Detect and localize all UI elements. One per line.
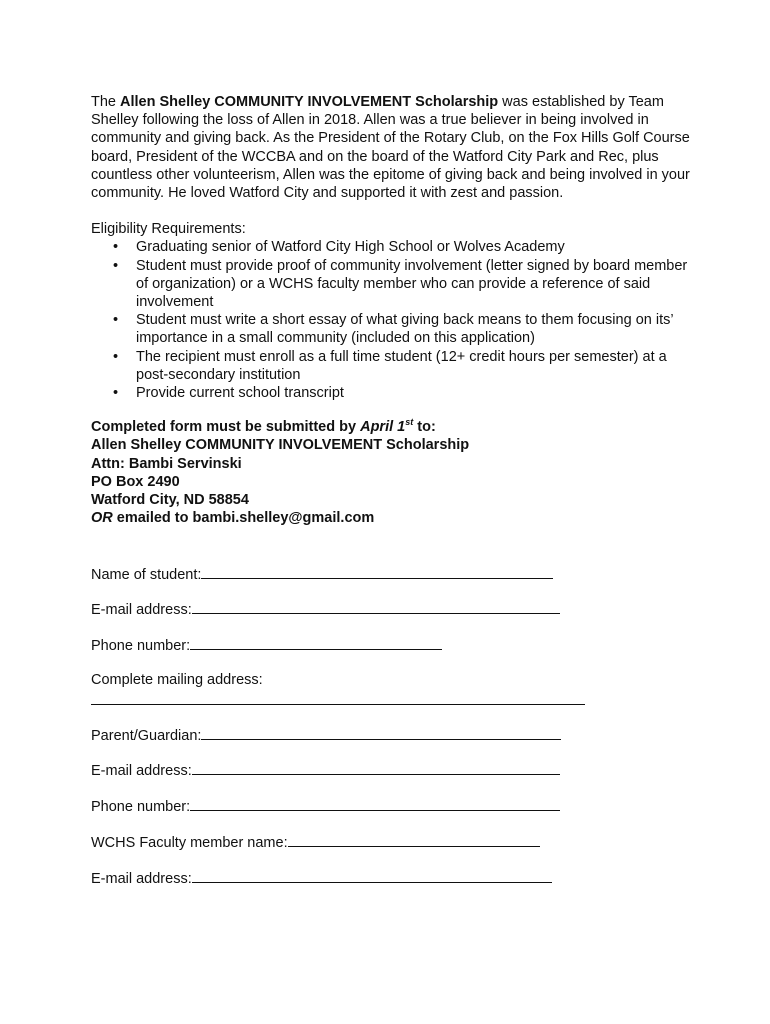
parent-phone-input-line[interactable] [190, 796, 560, 811]
submission-block [91, 418, 691, 527]
faculty-email-field[interactable] [91, 868, 552, 888]
eligibility-title: Eligibility Requirements: [91, 221, 246, 238]
scholarship-name: Allen Shelley COMMUNITY INVOLVEMENT Scholarship [120, 94, 499, 110]
submission-scholarship: Allen Shelley COMMUNITY INVOLVEMENT Scholarship [91, 437, 470, 454]
list-item: • Provide current school transcript [91, 384, 691, 402]
student-email-field[interactable] [91, 599, 560, 619]
list-item: • Student must write a short essay of what giving back means to them focusing on its’ importance in a small community (included on this application) [91, 311, 691, 347]
field-label: Complete mailing address: [91, 672, 263, 688]
field-label: E-mail address: [91, 871, 192, 887]
student-email-input-line[interactable] [192, 599, 560, 614]
parent-email-input-line[interactable] [192, 760, 560, 775]
student-name-input-line[interactable] [201, 564, 553, 579]
eligibility-list [91, 238, 691, 402]
field-label: WCHS Faculty member name: [91, 835, 288, 851]
submission-attn: Attn: Bambi Servinski [91, 455, 242, 472]
mailing-address-input-line[interactable] [91, 704, 585, 705]
parent-phone-field[interactable] [91, 796, 560, 816]
submission-email: OR emailed to bambi.shelley@gmail.com [91, 510, 375, 527]
field-label: Parent/Guardian: [91, 728, 202, 744]
submission-deadline: Completed form must be submitted by April 1st to: [91, 417, 436, 436]
parent-email-field[interactable] [91, 760, 560, 780]
parent-guardian-field[interactable] [91, 725, 561, 745]
intro-paragraph: The Allen Shelley COMMUNITY INVOLVEMENT Scholarship was established by Team Shelley following the loss of Allen in 2018. Allen was a true believer in being involved in community and giving back. As the President of the Rotary Club, on the Fox Hills Golf Course board, President of the WCCBA and on the board of the Watford City Park and Rec, plus countless other volunteerism, Allen was the epitome of giving back and being involved in your community. He loved Watford City and supported it with zest and passion. [91, 94, 690, 202]
mailing-address-field [91, 671, 263, 689]
field-label: E-mail address: [91, 602, 192, 618]
field-label: Name of student: [91, 567, 202, 583]
parent-guardian-input-line[interactable] [201, 725, 561, 740]
field-label: Phone number: [91, 799, 191, 815]
list-item: • Student must provide proof of community involvement (letter signed by board member of organization) or a WCHS faculty member who can provide a reference of said involvement [91, 257, 691, 312]
list-item: • Graduating senior of Watford City High School or Wolves Academy [91, 238, 691, 256]
student-name-field[interactable] [91, 564, 553, 584]
faculty-name-field[interactable] [91, 832, 540, 852]
document-body [91, 93, 691, 543]
field-label: Phone number: [91, 638, 191, 654]
faculty-name-input-line[interactable] [288, 832, 540, 847]
faculty-email-input-line[interactable] [192, 868, 552, 883]
submission-po-box: PO Box 2490 [91, 473, 180, 490]
list-item: • The recipient must enroll as a full time student (12+ credit hours per semester) at a post-secondary institution [91, 348, 691, 384]
submission-city: Watford City, ND 58854 [91, 492, 249, 509]
student-phone-field[interactable] [91, 635, 442, 655]
student-phone-input-line[interactable] [190, 635, 442, 650]
field-label: E-mail address: [91, 763, 192, 779]
